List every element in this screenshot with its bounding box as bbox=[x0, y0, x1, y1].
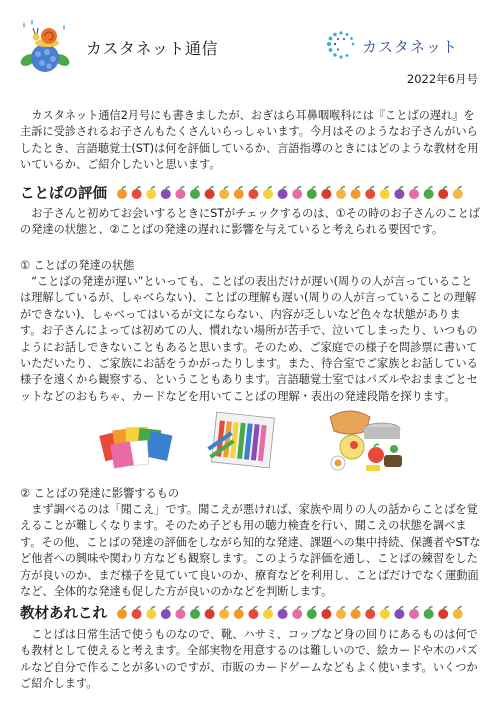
fruit-icon bbox=[248, 609, 258, 619]
fruit-row-divider bbox=[115, 606, 475, 620]
fruit-icon bbox=[263, 609, 273, 619]
fruit-leaf-icon bbox=[297, 606, 301, 608]
fruit-icon bbox=[146, 609, 156, 619]
fruit-leaf-icon bbox=[253, 606, 257, 608]
snail-on-hydrangea-icon bbox=[20, 18, 70, 74]
fruit-icon bbox=[190, 189, 200, 199]
fruit-icon bbox=[438, 609, 448, 619]
fruit-icon bbox=[336, 609, 346, 619]
section-heading-evaluation bbox=[20, 182, 475, 203]
fruit-icon bbox=[394, 609, 404, 619]
subsection-title-influencing-factors: ② ことばの発達に影響するもの bbox=[20, 487, 180, 500]
newsletter-header bbox=[0, 0, 500, 90]
materials-paragraph: ことばは日常生活で使うものなので、靴、ハサミ、コップなど身の回りにあるものは何でも教材として使えると考えます。全部実物を用意するのは難しいので、絵カードや木のパズルなど自分で作ることが多いのですが、市販のカードゲームなどもよく使います。いくつかご紹介します。 bbox=[20, 628, 478, 691]
fruit-leaf-icon bbox=[297, 186, 301, 188]
fruit-leaf-icon bbox=[195, 186, 199, 188]
subsection-title-development-state: ① ことばの発達の状態 bbox=[20, 259, 135, 272]
fruit-icon bbox=[234, 609, 244, 619]
fruit-icon bbox=[438, 189, 448, 199]
fruit-icon bbox=[278, 189, 288, 199]
fruit-icon bbox=[365, 189, 375, 199]
fruit-leaf-icon bbox=[151, 606, 155, 608]
fruit-icon bbox=[307, 609, 317, 619]
fruit-icon bbox=[219, 189, 229, 199]
fruit-leaf-icon bbox=[385, 186, 389, 188]
illustration-row bbox=[0, 403, 500, 481]
fruit-leaf-icon bbox=[268, 186, 272, 188]
fruit-leaf-icon bbox=[458, 606, 462, 608]
fruit-leaf-icon bbox=[356, 186, 360, 188]
fruit-icon bbox=[205, 609, 215, 619]
fruit-icon bbox=[117, 189, 127, 199]
fruit-leaf-icon bbox=[166, 606, 170, 608]
fruit-icon bbox=[248, 189, 258, 199]
fruit-icon bbox=[292, 189, 302, 199]
fruit-icon bbox=[132, 609, 142, 619]
fruit-leaf-icon bbox=[224, 606, 228, 608]
toy-cooking-set-illustration bbox=[324, 403, 408, 477]
fruit-icon bbox=[161, 609, 171, 619]
fruit-leaf-icon bbox=[253, 186, 257, 188]
fruit-icon bbox=[351, 609, 361, 619]
fruit-leaf-icon bbox=[429, 186, 433, 188]
fruit-leaf-icon bbox=[370, 186, 374, 188]
fruit-leaf-icon bbox=[166, 186, 170, 188]
brand-name: カスタネット bbox=[362, 37, 459, 56]
fruit-icon bbox=[175, 189, 185, 199]
issue-date: 2022年6月号 bbox=[406, 72, 478, 86]
fruit-icon bbox=[424, 609, 434, 619]
fruit-leaf-icon bbox=[239, 186, 243, 188]
fruit-leaf-icon bbox=[195, 606, 199, 608]
fruit-leaf-icon bbox=[180, 606, 184, 608]
fruit-leaf-icon bbox=[414, 606, 418, 608]
fruit-leaf-icon bbox=[137, 606, 141, 608]
fruit-icon bbox=[351, 189, 361, 199]
fruit-icon bbox=[409, 609, 419, 619]
fruit-icon bbox=[146, 189, 156, 199]
fruit-leaf-icon bbox=[283, 606, 287, 608]
fruit-icon bbox=[321, 189, 331, 199]
fruit-leaf-icon bbox=[210, 186, 214, 188]
fruit-icon bbox=[161, 189, 171, 199]
fruit-icon bbox=[453, 189, 463, 199]
section-heading-materials bbox=[20, 602, 475, 623]
fruit-leaf-icon bbox=[268, 606, 272, 608]
evaluation-lead-paragraph: お子さんと初めてお会いするときにSTがチェックするのは、①その時のお子さんのことばの発達の状態と、②ことばの発達の遅れに影響を与えていると考えられる要因です。 bbox=[20, 207, 480, 237]
fruit-row-divider bbox=[115, 186, 475, 200]
fruit-leaf-icon bbox=[151, 186, 155, 188]
fruit-leaf-icon bbox=[326, 606, 330, 608]
fruit-leaf-icon bbox=[341, 186, 345, 188]
fruit-icon bbox=[307, 189, 317, 199]
fruit-icon bbox=[132, 189, 142, 199]
fruit-leaf-icon bbox=[210, 606, 214, 608]
fruit-leaf-icon bbox=[312, 186, 316, 188]
fruit-icon bbox=[409, 189, 419, 199]
fruit-icon bbox=[175, 609, 185, 619]
fruit-leaf-icon bbox=[122, 606, 126, 608]
fruit-leaf-icon bbox=[312, 606, 316, 608]
fruit-icon bbox=[394, 189, 404, 199]
fruit-leaf-icon bbox=[180, 186, 184, 188]
newsletter-title: カスタネット通信 bbox=[86, 39, 219, 58]
fruit-leaf-icon bbox=[443, 606, 447, 608]
development-state-paragraph: “ことばの発達が遅い”といっても、ことばの表出だけが遅い(周りの人が言っていることは理解しているが、しゃべらない)、ことばの理解も遅い(周りの人が言っていることの理解ができない)、しゃべってはいるが文にならない、内容が乏しいなど色々な状態があります。お子さんによっては初めての人、慣れない場所が苦手で、泣いてしまったり、いつものようにお話しできないこともあると思います。そのため、ご家庭での様子を問診票に書いていただいたり、ご家族にお話をうかがったりします。また、待合室でご家族とお話している様子を遠くから観察する、ということもあります。言語聴覚士室ではパズルやおままごとセットなどのおもちゃ、カードなどを用いてことばの理解・表出の発達段階を探ります。 bbox=[20, 275, 478, 403]
fruit-leaf-icon bbox=[224, 186, 228, 188]
fruit-leaf-icon bbox=[458, 186, 462, 188]
fruit-leaf-icon bbox=[399, 186, 403, 188]
fruit-leaf-icon bbox=[137, 186, 141, 188]
fruit-leaf-icon bbox=[443, 186, 447, 188]
fruit-leaf-icon bbox=[341, 606, 345, 608]
fruit-leaf-icon bbox=[122, 186, 126, 188]
fruit-leaf-icon bbox=[414, 186, 418, 188]
fruit-icon bbox=[263, 189, 273, 199]
fruit-leaf-icon bbox=[283, 186, 287, 188]
dotted-circle-logo-icon bbox=[322, 30, 360, 62]
fruit-icon bbox=[365, 609, 375, 619]
influencing-factors-paragraph: まず調べるのは「聞こえ」です。聞こえが悪ければ、家族や周りの人の話からことばを覚えることが難しくなります。そのため子ども用の聴力検査を行い、聞こえの状態を調べます。その他、ことばの発達の評価をしながら知的な発達、課題への集中持続、保護者やSTなど他者への興味や関わり方なども観察します。このような評価を通し、ことばの練習をした方が良いのか、まだ様子を見ていて良いのか、療育などを利用し、ことばだけでなく運動面など、全体的な発達も促した方が良いのかなどを判断します。 bbox=[20, 503, 481, 599]
intro-paragraph: カスタネット通信2月号にも書きましたが、おぎはら耳鼻咽喉科には『ことばの遅れ』を主訴に受診されるお子さんもたくさんいらっしゃいます。今月はそのようなお子さんがいらしたとき、言語聴覚士(ST)は何を評価しているか、言語指導のときにはどのような教材を用いているか、ご紹介したいと思います。 bbox=[20, 109, 479, 172]
section-title: ことばの評価 bbox=[20, 186, 107, 202]
fruit-icon bbox=[278, 609, 288, 619]
fruit-leaf-icon bbox=[399, 606, 403, 608]
fruit-leaf-icon bbox=[370, 606, 374, 608]
brand-logo bbox=[322, 30, 458, 62]
fruit-icon bbox=[190, 609, 200, 619]
fruit-icon bbox=[336, 189, 346, 199]
fruit-icon bbox=[205, 189, 215, 199]
crayons-illustration bbox=[204, 409, 278, 473]
fruit-leaf-icon bbox=[385, 606, 389, 608]
fruit-icon bbox=[380, 189, 390, 199]
fruit-icon bbox=[380, 609, 390, 619]
fruit-leaf-icon bbox=[429, 606, 433, 608]
color-cards-illustration bbox=[98, 417, 178, 471]
fruit-icon bbox=[219, 609, 229, 619]
fruit-leaf-icon bbox=[239, 606, 243, 608]
fruit-icon bbox=[234, 189, 244, 199]
fruit-icon bbox=[117, 609, 127, 619]
fruit-icon bbox=[424, 189, 434, 199]
section-title: 教材あれこれ bbox=[20, 606, 107, 622]
fruit-icon bbox=[321, 609, 331, 619]
fruit-icon bbox=[453, 609, 463, 619]
fruit-leaf-icon bbox=[356, 606, 360, 608]
fruit-leaf-icon bbox=[326, 186, 330, 188]
fruit-icon bbox=[292, 609, 302, 619]
